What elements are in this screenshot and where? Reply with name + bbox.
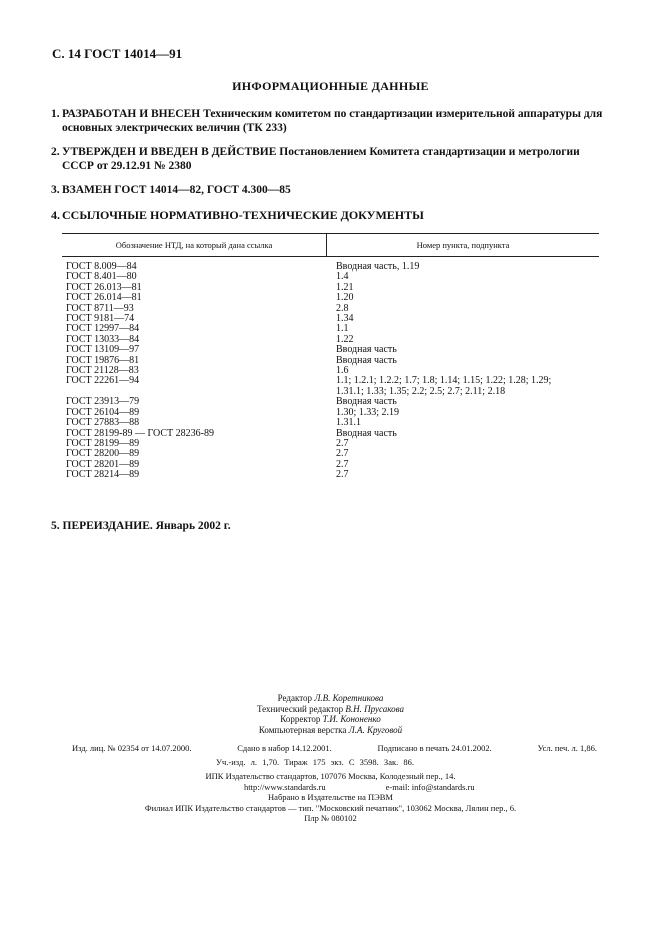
clause-number xyxy=(328,356,599,366)
item-text: ССЫЛОЧНЫЕ НОРМАТИВНО-ТЕХНИЧЕСКИЕ ДОКУМЕНТЫ xyxy=(62,208,424,222)
table-row xyxy=(62,439,599,449)
clause-line: 2.7 xyxy=(336,437,349,449)
table-row xyxy=(62,408,599,418)
document-designation: ГОСТ 13033—84 xyxy=(66,333,140,345)
imprint-branch: Филиал ИПК Издательство стандартов — тип. "Московский печатник", 103062 Москва, Лялин пер., 6. xyxy=(144,802,517,813)
document-designation: ГОСТ 26.013—81 xyxy=(66,281,142,293)
info-item-3 xyxy=(51,183,607,197)
document-designation: ГОСТ 28200—89 xyxy=(66,448,140,460)
clause-line: Вводная часть, 1.19 xyxy=(336,261,420,272)
clause-number xyxy=(328,262,599,272)
table-row xyxy=(62,429,599,439)
clause-line: Вводная часть xyxy=(336,427,397,439)
table-row xyxy=(62,356,599,366)
document-designation: ГОСТ 28199—89 xyxy=(66,437,140,449)
document-designation: ГОСТ 12997—84 xyxy=(66,323,140,335)
document-designation: ГОСТ 8711—93 xyxy=(66,302,134,314)
item-text: УТВЕРЖДЕН И ВВЕДЕН В ДЕЙСТВИЕ Постановлением Комитета стандартизации и метрологии СССР от 29.12.91 № 2380 xyxy=(62,146,580,172)
table-row xyxy=(62,262,599,272)
editor-line xyxy=(0,693,661,704)
clause-line: Вводная часть xyxy=(336,396,397,408)
clause-line: 1.34 xyxy=(336,313,354,325)
clause-line: 1.22 xyxy=(336,333,354,345)
clause-line: 2.7 xyxy=(336,458,349,470)
document-designation: ГОСТ 13109—97 xyxy=(66,344,140,356)
clause-number xyxy=(328,439,599,449)
document-designation: ГОСТ 22261—94 xyxy=(66,375,140,387)
document-designation: ГОСТ 26104—89 xyxy=(66,406,140,418)
clause-number xyxy=(328,429,599,439)
table-row xyxy=(62,314,599,324)
email-link[interactable]: e-mail: info@standards.ru xyxy=(385,781,475,792)
clause-number xyxy=(328,304,599,314)
clause-line: 1.20 xyxy=(336,292,354,304)
document-designation: ГОСТ 28214—89 xyxy=(66,469,140,481)
table-header xyxy=(62,233,599,257)
imprint-license: Плр № 080102 xyxy=(304,813,357,823)
column-header-document: Обозначение НТД, на который дана ссылка xyxy=(62,234,327,256)
page-title: ИНФОРМАЦИОННЫЕ ДАННЫЕ xyxy=(232,79,429,93)
editor-name: Т.И. Кононенко xyxy=(322,714,381,724)
imprint-block xyxy=(0,771,661,824)
license-info: Изд. лиц. № 02354 от 14.07.2000. xyxy=(72,743,192,753)
document-designation: ГОСТ 9181—74 xyxy=(66,313,135,325)
clause-number xyxy=(328,324,599,334)
clause-number xyxy=(328,283,599,293)
editor-name: В.Н. Прусакова xyxy=(345,703,405,714)
page-header: С. 14 ГОСТ 14014—91 xyxy=(52,46,183,61)
table-row xyxy=(62,418,599,428)
table-row xyxy=(62,324,599,334)
table-row xyxy=(62,293,599,303)
item-number: 2. xyxy=(51,146,60,158)
editor-line xyxy=(0,714,661,725)
reference-table xyxy=(62,233,599,481)
clause-number xyxy=(328,314,599,324)
document-designation: ГОСТ 26.014—81 xyxy=(66,292,142,304)
clause-line: 1.6 xyxy=(336,365,349,377)
item-text: РАЗРАБОТАН И ВНЕСЕН Техническим комитетом по стандартизации измерительной аппаратуры для основных электрических величин (ТК 233) xyxy=(62,108,603,134)
clause-number xyxy=(328,460,599,470)
table-row xyxy=(62,376,599,397)
table-body xyxy=(62,257,599,481)
clause-line: 1.1 xyxy=(336,323,349,335)
imprint-publisher: ИПК Издательство стандартов, 107076 Москва, Колодезный пер., 14. xyxy=(205,771,456,781)
table-row xyxy=(62,335,599,345)
table-row xyxy=(62,345,599,355)
editor-role: Корректор xyxy=(280,714,321,724)
document-designation: ГОСТ 23913—79 xyxy=(66,396,140,408)
signed-info: Подписано в печать 24.01.2002. xyxy=(377,743,492,753)
table-row xyxy=(62,304,599,314)
table-row xyxy=(62,449,599,459)
editor-line xyxy=(0,704,661,715)
clause-line: Вводная часть xyxy=(336,344,397,356)
info-item-4 xyxy=(51,208,607,222)
editors-block xyxy=(0,693,661,735)
clause-line: 2.7 xyxy=(336,469,349,481)
sent-info: Сдано в набор 14.12.2001. xyxy=(237,743,332,753)
clause-line: 1.4 xyxy=(336,271,349,283)
clause-line: 2.7 xyxy=(336,448,349,460)
clause-number xyxy=(328,376,599,397)
clause-number xyxy=(328,272,599,282)
clause-line: Вводная часть xyxy=(336,354,397,366)
clause-line: 1.21 xyxy=(336,281,354,293)
clause-number xyxy=(328,408,599,418)
clause-line: 2.8 xyxy=(336,302,349,314)
table-row xyxy=(62,283,599,293)
table-row xyxy=(62,470,599,480)
table-row xyxy=(62,272,599,282)
clause-line: 1.31.1; 1.33; 1.35; 2.2; 2.5; 2.7; 2.11; 2.18 xyxy=(336,385,506,397)
column-header-clause: Номер пункта, подпункта xyxy=(416,240,510,250)
document-designation: ГОСТ 8.009—84 xyxy=(66,261,137,272)
item-number: 3. xyxy=(51,184,60,196)
item-number: 1. xyxy=(51,108,60,120)
publication-line-1 xyxy=(72,743,597,753)
info-item-2 xyxy=(51,145,607,173)
info-item-1 xyxy=(51,107,607,135)
editor-role: Компьютерная верстка xyxy=(258,724,347,735)
item-number: 4. xyxy=(51,208,60,222)
table-row xyxy=(62,460,599,470)
document-designation: ГОСТ 28199-89 — ГОСТ 28236-89 xyxy=(66,427,214,439)
table-row xyxy=(62,397,599,407)
sheets-info: Усл. печ. л. 1,86. xyxy=(537,743,597,753)
document-designation: ГОСТ 8.401—80 xyxy=(66,271,137,283)
document-designation: ГОСТ 21128—83 xyxy=(66,365,139,377)
publication-line-2: Уч.-изд. л. 1,70. Тираж 175 экз. С 3598. Зак. 86. xyxy=(216,757,414,767)
website-link[interactable]: http://www.standards.ru xyxy=(244,781,326,792)
clause-number xyxy=(328,470,599,480)
info-item-5: 5. ПЕРЕИЗДАНИЕ. Январь 2002 г. xyxy=(51,520,231,532)
clause-number xyxy=(328,293,599,303)
document-designation: ГОСТ 28201—89 xyxy=(66,458,140,470)
clause-number xyxy=(328,449,599,459)
imprint-contacts xyxy=(0,782,661,793)
document-designation: ГОСТ 19876—81 xyxy=(66,354,140,366)
clause-line: 1.31.1 xyxy=(336,417,361,429)
clause-number xyxy=(328,418,599,428)
editor-line xyxy=(0,725,661,736)
document-designation: ГОСТ 27883—88 xyxy=(66,417,140,429)
editor-role: Редактор xyxy=(277,693,313,703)
editor-name: Л.А. Круговой xyxy=(348,724,403,735)
editor-role: Технический редактор xyxy=(256,703,344,714)
editor-name: Л.В. Коретникова xyxy=(314,693,384,703)
item-text: ВЗАМЕН ГОСТ 14014—82, ГОСТ 4.300—85 xyxy=(62,184,291,196)
imprint-typeset: Набрано в Издательстве на ПЭВМ xyxy=(268,792,393,802)
clause-line: 1.1; 1.2.1; 1.2.2; 1.7; 1.8; 1.14; 1.15; 1.22; 1.28; 1.29; xyxy=(336,375,552,387)
clause-line: 1.30; 1.33; 2.19 xyxy=(336,406,400,418)
